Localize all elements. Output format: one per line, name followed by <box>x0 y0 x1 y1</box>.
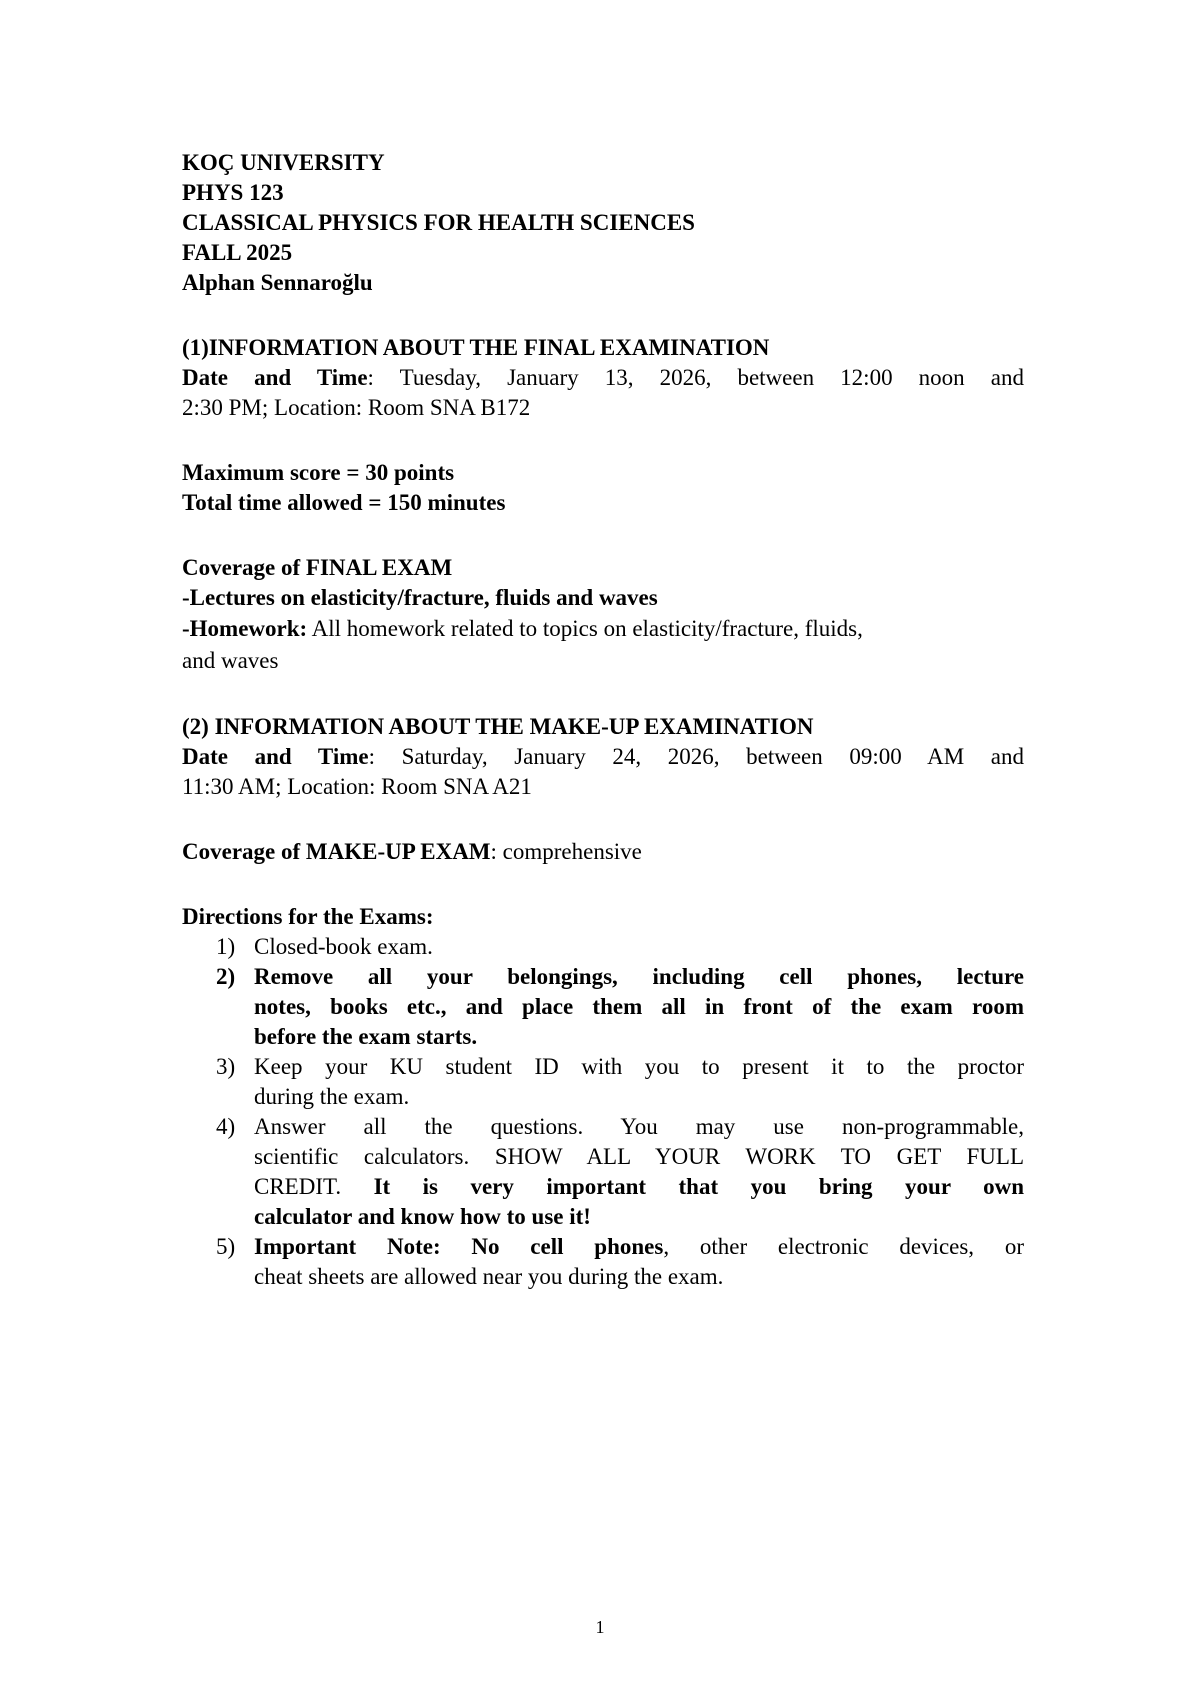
list-item-text: during the exam. <box>254 1084 410 1109</box>
header-block <box>182 148 1024 298</box>
makeup-coverage-value: : comprehensive <box>490 839 642 864</box>
final-coverage-homework <box>182 613 1024 645</box>
instructor-name: Alphan Sennaroğlu <box>182 270 373 295</box>
list-item-text: calculator and know how to use it! <box>254 1204 591 1229</box>
spacer <box>182 423 1024 458</box>
final-coverage-homework-line2: and waves <box>182 648 279 673</box>
spacer <box>182 298 1024 333</box>
course-code: PHYS 123 <box>182 180 284 205</box>
makeup-exam-section <box>182 712 1024 867</box>
list-item-text: cheat sheets are allowed near you during the exam. <box>254 1264 724 1289</box>
list-item <box>182 1112 1024 1232</box>
important-note-text: , other electronic devices, or <box>663 1234 1024 1259</box>
list-item-text: before the exam starts. <box>254 1024 478 1049</box>
date-time-label: Date and Time <box>182 365 368 390</box>
final-coverage-lectures: -Lectures on elasticity/fracture, fluids and waves <box>182 585 658 610</box>
final-exam-date-line <box>182 363 1024 393</box>
list-item-text: notes, books etc., and place them all in front of the exam room <box>254 994 1024 1019</box>
list-item-number: 1) <box>216 934 236 959</box>
list-item <box>182 1052 1024 1112</box>
final-exam-date-line2: 2:30 PM; Location: Room SNA B172 <box>182 395 531 420</box>
list-item-number: 5) <box>216 1234 236 1259</box>
spacer <box>182 677 1024 712</box>
list-item-text <box>254 1172 1024 1202</box>
spacer <box>182 802 1024 837</box>
directions-heading: Directions for the Exams: <box>182 904 434 929</box>
list-item-text: Remove all your belongings, including cell phones, lecture <box>254 964 1024 989</box>
final-exam-heading: (1)INFORMATION ABOUT THE FINAL EXAMINATION <box>182 335 770 360</box>
list-item-text: scientific calculators. SHOW ALL YOUR WORK TO GET FULL <box>254 1144 1024 1169</box>
homework-label: -Homework: <box>182 616 308 641</box>
list-item-text: Keep your KU student ID with you to present it to the proctor <box>254 1054 1024 1079</box>
makeup-exam-date-line <box>182 742 1024 772</box>
list-item <box>182 932 1024 962</box>
important-note: Important Note: No cell phones <box>254 1234 664 1259</box>
course-title: CLASSICAL PHYSICS FOR HEALTH SCIENCES <box>182 210 695 235</box>
list-item-number: 3) <box>216 1054 236 1079</box>
list-item-number: 2) <box>216 964 236 989</box>
homework-text: All homework related to topics on elasticity/fracture, fluids, <box>307 616 863 641</box>
final-exam-date-text: : Tuesday, January 13, 2026, between 12:00 noon and <box>367 365 1024 390</box>
final-coverage-heading: Coverage of FINAL EXAM <box>182 555 453 580</box>
makeup-exam-date-text: : Saturday, January 24, 2026, between 09:00 AM and <box>368 744 1024 769</box>
makeup-exam-date-line2: 11:30 AM; Location: Room SNA A21 <box>182 774 532 799</box>
total-time: Total time allowed = 150 minutes <box>182 490 506 515</box>
university-name: KOÇ UNIVERSITY <box>182 150 385 175</box>
max-score: Maximum score = 30 points <box>182 460 455 485</box>
date-time-label: Date and Time <box>182 744 369 769</box>
credit-text: CREDIT. <box>254 1174 342 1199</box>
document-body <box>182 148 1024 1292</box>
spacer <box>182 518 1024 553</box>
makeup-exam-heading: (2) INFORMATION ABOUT THE MAKE-UP EXAMINATION <box>182 714 814 739</box>
directions-section <box>182 902 1024 1292</box>
list-item-text: Closed-book exam. <box>254 934 433 959</box>
list-item-text: Answer all the questions. You may use non-programmable, <box>254 1114 1024 1139</box>
directions-list <box>182 932 1024 1292</box>
spacer <box>182 867 1024 902</box>
list-item-number: 4) <box>216 1114 236 1139</box>
list-item-text <box>254 1232 1024 1262</box>
page-number: 1 <box>595 1617 605 1637</box>
list-item <box>182 1232 1024 1292</box>
final-exam-section <box>182 333 1024 677</box>
term: FALL 2025 <box>182 240 293 265</box>
makeup-coverage-label: Coverage of MAKE-UP EXAM <box>182 839 491 864</box>
makeup-coverage <box>182 837 1024 867</box>
calculator-warning: It is very important that you bring your own <box>341 1174 1024 1199</box>
list-item <box>182 962 1024 1052</box>
